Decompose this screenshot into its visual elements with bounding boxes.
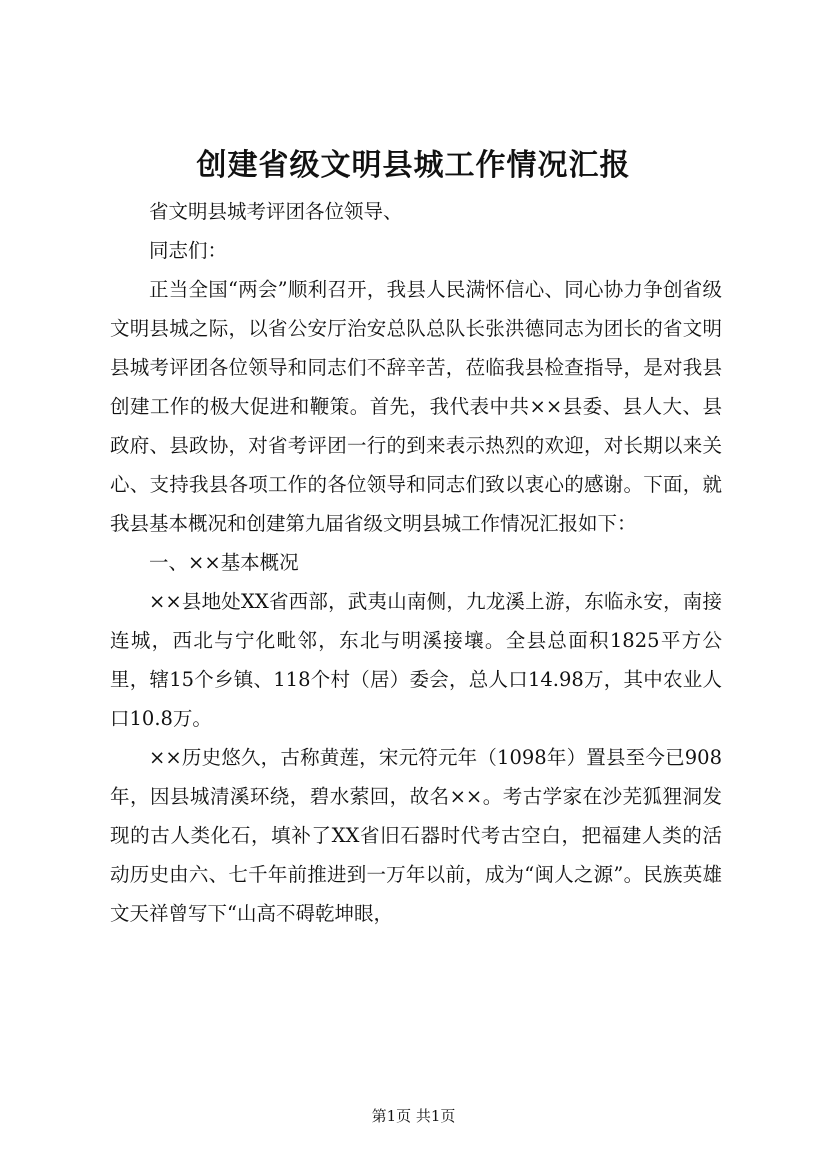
salutation-line: 同志们： bbox=[149, 239, 228, 262]
document-title: 创建省级文明县城工作情况汇报 bbox=[196, 148, 631, 183]
section-heading: 一、××基本概况 bbox=[149, 551, 299, 574]
document-body bbox=[110, 192, 722, 933]
body-paragraph: ××历史悠久，古称黄莲，宋元符元年（1098年）置县至今已908年，因县城清溪环绕，碧水萦回，故名××。考古学家在沙芜狐狸洞发现的古人类化石，填补了XX省旧石器时代考古空白，把福建人类的活动历史由六、七千年前推进到一万年以前，成为“闽人之源”。民族英雄文天祥曾写下“山高不碍乾坤眼， bbox=[110, 746, 722, 925]
salutation-line: 省文明县城考评团各位领导、 bbox=[149, 200, 403, 223]
page-number-footer: 第1页 共1页 bbox=[371, 1107, 456, 1125]
body-paragraph: 正当全国“两会”顺利召开，我县人民满怀信心、同心协力争创省级文明县城之际，以省公安厅治安总队总队长张洪德同志为团长的省文明县城考评团各位领导和同志们不辞辛苦，莅临我县检查指导，是对我县创建工作的极大促进和鞭策。首先，我代表中共××县委、县人大、县政府、县政协，对省考评团一行的到来表示热烈的欢迎，对长期以来关心、支持我县各项工作的各位领导和同志们致以衷心的感谢。下面，就我县基本概况和创建第九届省级文明县城工作情况汇报如下： bbox=[110, 278, 722, 535]
body-paragraph: ××县地处XX省西部，武夷山南侧，九龙溪上游，东临永安，南接连城，西北与宁化毗邻，东北与明溪接壤。全县总面积1825平方公里，辖15个乡镇、118个村（居）委会，总人口14.98万，其中农业人口10.8万。 bbox=[110, 590, 722, 730]
